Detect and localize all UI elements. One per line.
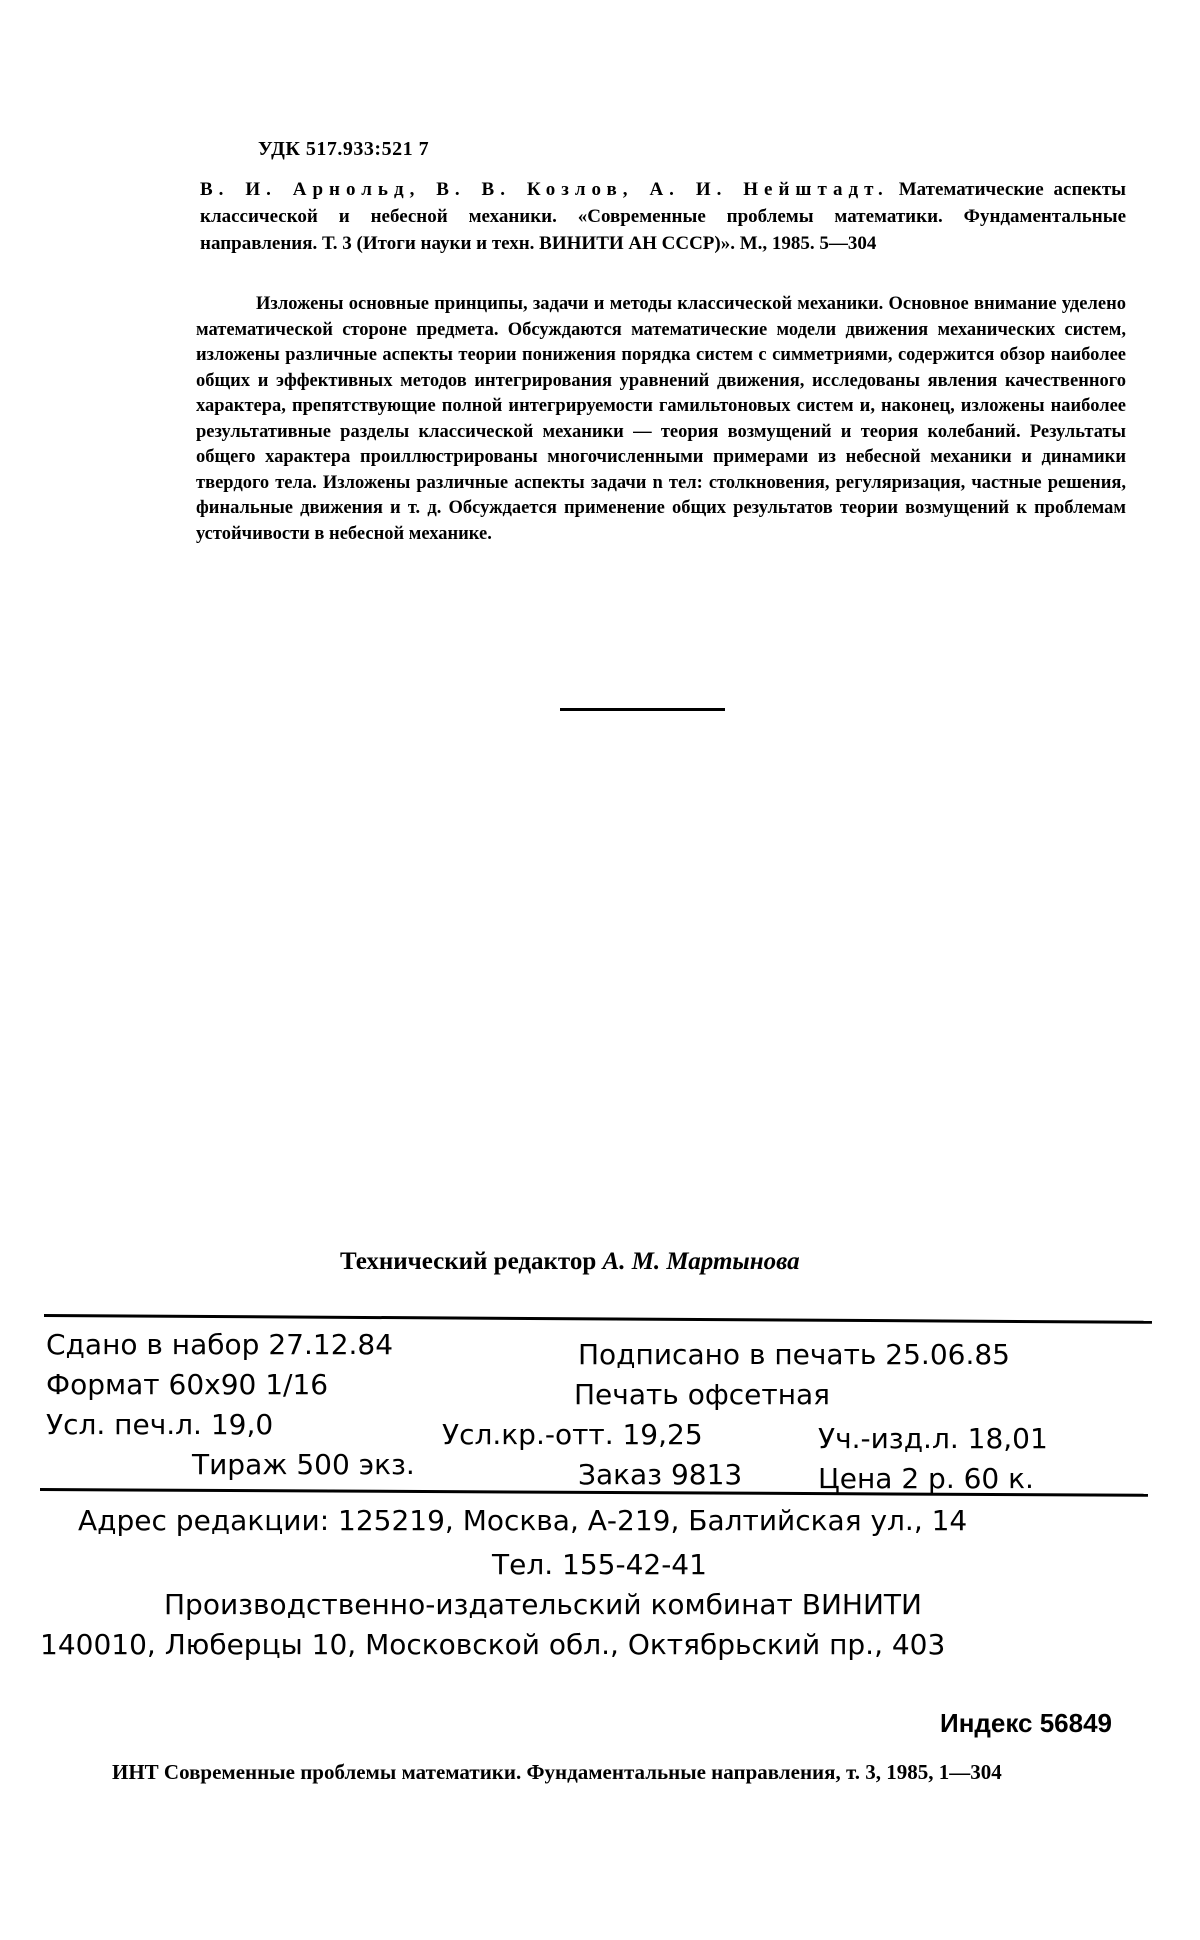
printing-plant-address: 140010, Люберцы 10, Московской обл., Октябрьский пр., 403	[40, 1628, 946, 1661]
citation	[200, 176, 1126, 257]
udc-code: УДК 517.933:521 7	[258, 138, 430, 160]
abstract-divider	[560, 708, 725, 711]
printing-plant: Производственно-издательский комбинат ВИНИТИ	[164, 1588, 922, 1621]
editorial-phone: Тел. 155-42-41	[492, 1548, 707, 1581]
signed-for-print: Подписано в печать 25.06.85	[578, 1338, 1010, 1371]
series-reference: ИНТ Современные проблемы математики. Фундаментальные направления, т. 3, 1985, 1—304	[112, 1760, 1002, 1784]
abstract-text: Изложены основные принципы, задачи и методы классической механики. Основное внимание уделено математической стороне предмета. Обсуждаются математические модели движения механических систем, изложены различные аспекты теории понижения порядка систем с симметриями, содержится обзор наиболее общих и эффективных методов интегрирования уравнений движения, исследованы явления качественного характера, препятствующие полной интегрируемости гамильтоновых систем и, наконец, изложены наиболее результативные разделы классической механики — теория возмущений и теория колебаний. Результаты общего характера проиллюстрированы многочисленными примерами из небесной механики и динамики твердого тела. Изложены различные аспекты задачи n тел: столкновения, регуляризация, частные решения, финальные движения и т. д. Обсуждается применение общих результатов теории возмущений к проблемам устойчивости в небесной механике.	[196, 294, 1126, 544]
citation-authors: В. И. Арнольд, В. В. Козлов, А. И. Нейштадт.	[200, 179, 889, 200]
imprint-rule-top	[44, 1314, 1152, 1324]
order-number: Заказ 9813	[578, 1458, 743, 1491]
print-run: Тираж 500 экз.	[192, 1448, 415, 1481]
catalog-index: Индекс 56849	[940, 1708, 1113, 1738]
submitted-for-typesetting: Сдано в набор 27.12.84	[46, 1328, 394, 1361]
price: Цена 2 р. 60 к.	[818, 1462, 1034, 1495]
technical-editor-label: Технический редактор	[340, 1248, 597, 1275]
print-method: Печать офсетная	[574, 1378, 831, 1411]
paper-format: Формат 60x90 1/16	[46, 1368, 329, 1401]
conventional-sheets: Усл. печ.л. 19,0	[46, 1408, 274, 1441]
publisher-sheets: Уч.-изд.л. 18,01	[818, 1422, 1048, 1455]
citation-title: Математические аспекты классической и небесной механики. «Современные проблемы математики. Фундаментальные направления. Т. 3 (Итоги науки и техн. ВИНИТИ АН СССР)». М., 1985. 5—304	[200, 179, 1126, 254]
technical-editor-name: А. М. Мартынова	[602, 1248, 800, 1275]
conventional-color-prints: Усл.кр.-отт. 19,25	[442, 1418, 703, 1451]
technical-editor	[340, 1248, 800, 1276]
editorial-address: Адрес редакции: 125219, Москва, А-219, Балтийская ул., 14	[78, 1504, 968, 1537]
